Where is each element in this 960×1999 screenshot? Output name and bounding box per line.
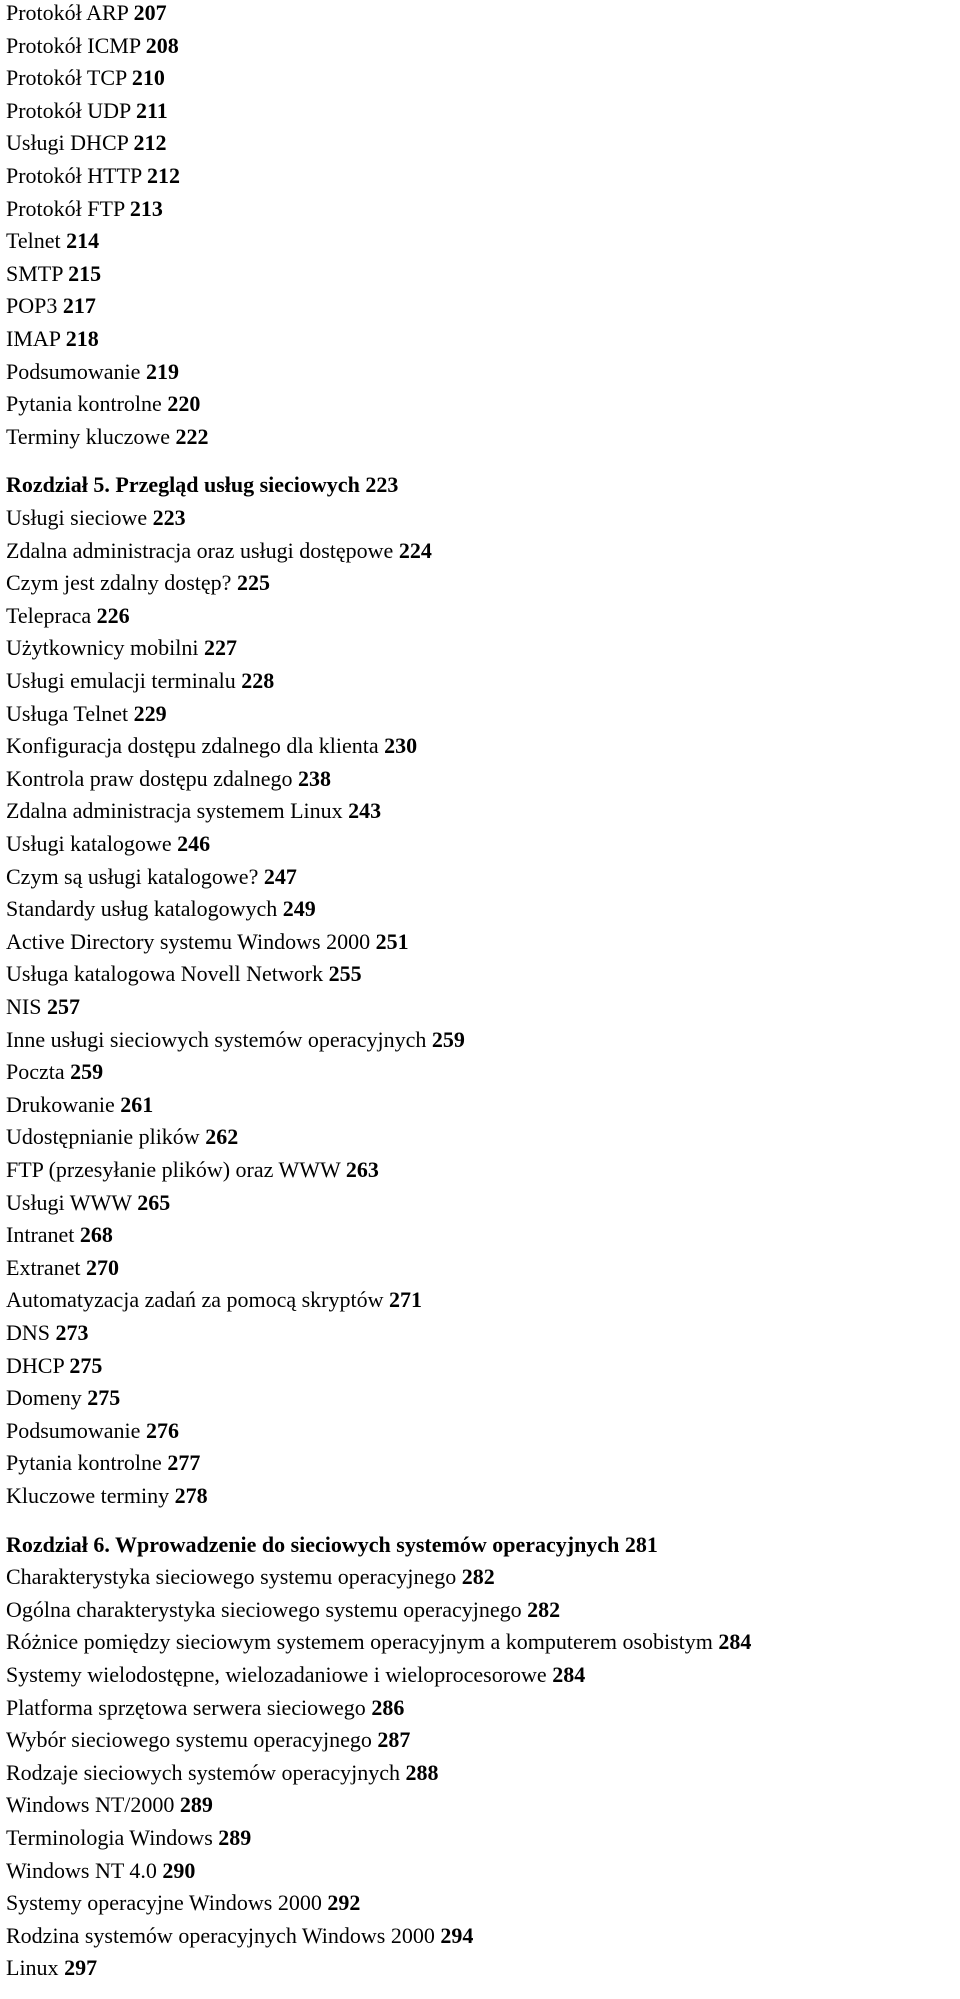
toc-page-number: 219	[145, 359, 179, 384]
toc-entry-title: Terminologia Windows	[6, 1825, 213, 1850]
toc-page-number: 277	[167, 1450, 201, 1475]
toc-page-number: 247	[263, 864, 297, 889]
toc-page-number: 223	[365, 472, 399, 497]
toc-entry	[6, 424, 209, 450]
toc-page-number: 259	[431, 1027, 465, 1052]
toc-page-number: 278	[174, 1483, 208, 1508]
toc-entry-title: Windows NT 4.0	[6, 1858, 157, 1883]
toc-entry	[6, 33, 179, 59]
toc-entry-title: Pytania kontrolne	[6, 1450, 162, 1475]
toc-page-number: 275	[87, 1385, 121, 1410]
toc-entry-title: Linux	[6, 1955, 59, 1980]
toc-entry	[6, 98, 168, 124]
toc-entry	[6, 391, 200, 417]
toc-page-number: 276	[145, 1418, 179, 1443]
toc-entry	[6, 961, 362, 987]
toc-page-number: 270	[86, 1255, 120, 1280]
toc-entry-title: Extranet	[6, 1255, 81, 1280]
toc-entry-title: Pytania kontrolne	[6, 391, 162, 416]
toc-page-number: 268	[79, 1222, 113, 1247]
toc-entry	[6, 196, 163, 222]
toc-entry-title: Usługa Telnet	[6, 701, 129, 726]
toc-entry-title: Kontrola praw dostępu zdalnego	[6, 766, 293, 791]
toc-entry-title: Użytkownicy mobilni	[6, 635, 199, 660]
toc-entry	[6, 1320, 89, 1346]
toc-page-number: 230	[384, 733, 418, 758]
toc-entry	[6, 1190, 170, 1216]
toc-page-number: 223	[152, 505, 186, 530]
toc-entry	[6, 1222, 113, 1248]
toc-entry	[6, 701, 167, 727]
toc-entry	[6, 1923, 473, 1949]
toc-entry	[6, 1418, 179, 1444]
toc-entry-title: Usługi emulacji terminalu	[6, 668, 236, 693]
toc-entry-title: DNS	[6, 1320, 51, 1345]
toc-entry	[6, 1727, 410, 1753]
toc-page-number: 255	[328, 961, 362, 986]
toc-entry-title: Drukowanie	[6, 1092, 115, 1117]
toc-entry	[6, 1858, 195, 1884]
toc-entry	[6, 1287, 422, 1313]
toc-page-number: 208	[145, 33, 179, 58]
toc-entry	[6, 798, 381, 824]
toc-entry	[6, 1385, 120, 1411]
toc-entry	[6, 994, 80, 1020]
toc-page-number: 249	[282, 896, 316, 921]
toc-entry	[6, 359, 179, 385]
toc-page-number: 281	[624, 1532, 658, 1557]
toc-entry-title: Różnice pomiędzy sieciowym systemem operacyjnym a komputerem osobistym	[6, 1629, 713, 1654]
toc-page-number: 207	[133, 0, 167, 25]
toc-entry-title: Telepraca	[6, 603, 92, 628]
toc-entry-title: Windows NT/2000	[6, 1792, 175, 1817]
chapter-heading	[6, 472, 398, 498]
toc-page-number: 290	[162, 1858, 196, 1883]
toc-entry	[6, 130, 167, 156]
toc-entry-title: Automatyzacja zadań za pomocą skryptów	[6, 1287, 384, 1312]
toc-entry	[6, 929, 409, 955]
toc-page-number: 213	[129, 196, 163, 221]
toc-entry	[6, 766, 331, 792]
toc-entry	[6, 1124, 238, 1150]
toc-page-number: 265	[137, 1190, 171, 1215]
toc-entry	[6, 668, 274, 694]
toc-entry-title: Rozdział 5. Przegląd usług sieciowych	[6, 472, 360, 497]
toc-page-number: 287	[377, 1727, 411, 1752]
toc-page-number: 257	[46, 994, 80, 1019]
toc-entry	[6, 864, 297, 890]
toc-page-number: 271	[389, 1287, 423, 1312]
toc-entry-title: Protokół TCP	[6, 65, 127, 90]
toc-page-number: 211	[135, 98, 168, 123]
toc-page-number: 288	[405, 1760, 439, 1785]
toc-entry-title: Poczta	[6, 1059, 65, 1084]
toc-entry	[6, 570, 270, 596]
toc-page-number: 212	[146, 163, 180, 188]
toc-entry-title: Zdalna administracja oraz usługi dostępowe	[6, 538, 394, 563]
toc-page-number: 284	[552, 1662, 586, 1687]
toc-page-number: 214	[66, 228, 100, 253]
toc-entry	[6, 1955, 97, 1981]
toc-page-number: 292	[327, 1890, 361, 1915]
toc-entry-title: Kluczowe terminy	[6, 1483, 170, 1508]
toc-page-number: 262	[205, 1124, 239, 1149]
toc-entry	[6, 326, 99, 352]
toc-entry	[6, 1564, 495, 1590]
toc-page-number: 212	[133, 130, 167, 155]
toc-entry-title: Protokół HTTP	[6, 163, 142, 188]
toc-page-number: 227	[203, 635, 237, 660]
toc-entry	[6, 1695, 404, 1721]
toc-page-number: 294	[440, 1923, 474, 1948]
toc-entry	[6, 1792, 213, 1818]
toc-page-number: 243	[348, 798, 382, 823]
toc-entry	[6, 1353, 102, 1379]
toc-page-number: 273	[55, 1320, 89, 1345]
chapter-heading	[6, 1532, 658, 1558]
toc-page-number: 275	[69, 1353, 103, 1378]
toc-entry	[6, 163, 180, 189]
toc-entry-title: Konfiguracja dostępu zdalnego dla klienta	[6, 733, 379, 758]
toc-page-number: 251	[375, 929, 409, 954]
toc-entry-title: Usługi katalogowe	[6, 831, 172, 856]
toc-entry-title: Protokół UDP	[6, 98, 131, 123]
toc-page-number: 217	[62, 293, 96, 318]
toc-entry	[6, 1890, 360, 1916]
toc-entry	[6, 1760, 439, 1786]
toc-entry-title: Protokół FTP	[6, 196, 125, 221]
toc-page-number: 259	[70, 1059, 104, 1084]
toc-page-number: 286	[371, 1695, 405, 1720]
toc-entry	[6, 1059, 103, 1085]
toc-entry-title: Usługi DHCP	[6, 130, 129, 155]
toc-entry	[6, 635, 237, 661]
toc-entry-title: DHCP	[6, 1353, 64, 1378]
toc-page-number: 263	[345, 1157, 379, 1182]
toc-page-number: 225	[236, 570, 270, 595]
toc-entry-title: Intranet	[6, 1222, 75, 1247]
toc-entry-title: Rozdział 6. Wprowadzenie do sieciowych systemów operacyjnych	[6, 1532, 620, 1557]
toc-entry	[6, 0, 167, 26]
toc-entry-title: Standardy usług katalogowych	[6, 896, 278, 921]
toc-entry-title: Rodzaje sieciowych systemów operacyjnych	[6, 1760, 401, 1785]
toc-page-number: 210	[131, 65, 165, 90]
toc-page-number: 229	[133, 701, 167, 726]
toc-page-number: 215	[68, 261, 102, 286]
toc-entry-title: Domeny	[6, 1385, 82, 1410]
toc-entry	[6, 1629, 751, 1655]
toc-entry-title: Platforma sprzętowa serwera sieciowego	[6, 1695, 366, 1720]
toc-entry-title: Systemy wielodostępne, wielozadaniowe i wieloprocesorowe	[6, 1662, 547, 1687]
toc-entry-title: POP3	[6, 293, 58, 318]
toc-entry	[6, 1825, 251, 1851]
toc-page-number: 222	[175, 424, 209, 449]
toc-entry-title: Usługa katalogowa Novell Network	[6, 961, 324, 986]
toc-entry-title: Telnet	[6, 228, 61, 253]
toc-entry-title: Ogólna charakterystyka sieciowego systemu operacyjnego	[6, 1597, 522, 1622]
toc-page-number: 261	[120, 1092, 154, 1117]
toc-page-number: 297	[64, 1955, 98, 1980]
toc-page-number: 226	[96, 603, 130, 628]
toc-entry-title: Systemy operacyjne Windows 2000	[6, 1890, 322, 1915]
toc-entry-title: Protokół ICMP	[6, 33, 141, 58]
toc-entry-title: Active Directory systemu Windows 2000	[6, 929, 371, 954]
toc-entry	[6, 1255, 119, 1281]
toc-entry-title: Rodzina systemów operacyjnych Windows 2000	[6, 1923, 435, 1948]
toc-entry-title: Zdalna administracja systemem Linux	[6, 798, 343, 823]
toc-entry	[6, 1092, 153, 1118]
toc-entry-title: NIS	[6, 994, 42, 1019]
toc-page-number: 228	[241, 668, 275, 693]
toc-entry	[6, 1157, 379, 1183]
toc-entry	[6, 228, 99, 254]
toc-page-number: 289	[218, 1825, 252, 1850]
toc-entry	[6, 1662, 585, 1688]
toc-page-number: 282	[461, 1564, 495, 1589]
toc-entry	[6, 831, 210, 857]
toc-entry-title: Czym jest zdalny dostęp?	[6, 570, 232, 595]
toc-entry-title: Terminy kluczowe	[6, 424, 171, 449]
toc-entry-title: Wybór sieciowego systemu operacyjnego	[6, 1727, 372, 1752]
toc-entry	[6, 1450, 200, 1476]
toc-page-number: 220	[167, 391, 201, 416]
toc-entry-title: SMTP	[6, 261, 63, 286]
toc-entry	[6, 261, 101, 287]
toc-page-number: 282	[527, 1597, 561, 1622]
toc-entry-title: Czym są usługi katalogowe?	[6, 864, 259, 889]
toc-entry-title: Usługi WWW	[6, 1190, 132, 1215]
toc-entry	[6, 505, 186, 531]
toc-entry-title: Charakterystyka sieciowego systemu operacyjnego	[6, 1564, 457, 1589]
toc-entry-title: IMAP	[6, 326, 61, 351]
toc-entry	[6, 538, 432, 564]
toc-page-number: 218	[65, 326, 99, 351]
toc-entry-title: Usługi sieciowe	[6, 505, 148, 530]
toc-entry	[6, 65, 165, 91]
toc-entry-title: FTP (przesyłanie plików) oraz WWW	[6, 1157, 341, 1182]
toc-entry-title: Protokół ARP	[6, 0, 129, 25]
toc-entry-title: Podsumowanie	[6, 1418, 141, 1443]
toc-page-number: 224	[398, 538, 432, 563]
toc-entry	[6, 603, 130, 629]
toc-page-number: 246	[177, 831, 211, 856]
toc-entry-title: Podsumowanie	[6, 359, 141, 384]
toc-entry-title: Inne usługi sieciowych systemów operacyjnych	[6, 1027, 427, 1052]
toc-entry	[6, 1027, 465, 1053]
toc-entry	[6, 293, 96, 319]
toc-entry	[6, 896, 316, 922]
toc-page-number: 238	[298, 766, 332, 791]
toc-page-number: 289	[179, 1792, 213, 1817]
toc-entry	[6, 1597, 560, 1623]
toc-entry	[6, 1483, 208, 1509]
toc-entry-title: Udostępnianie plików	[6, 1124, 200, 1149]
toc-page-number: 284	[718, 1629, 752, 1654]
toc-entry	[6, 733, 417, 759]
